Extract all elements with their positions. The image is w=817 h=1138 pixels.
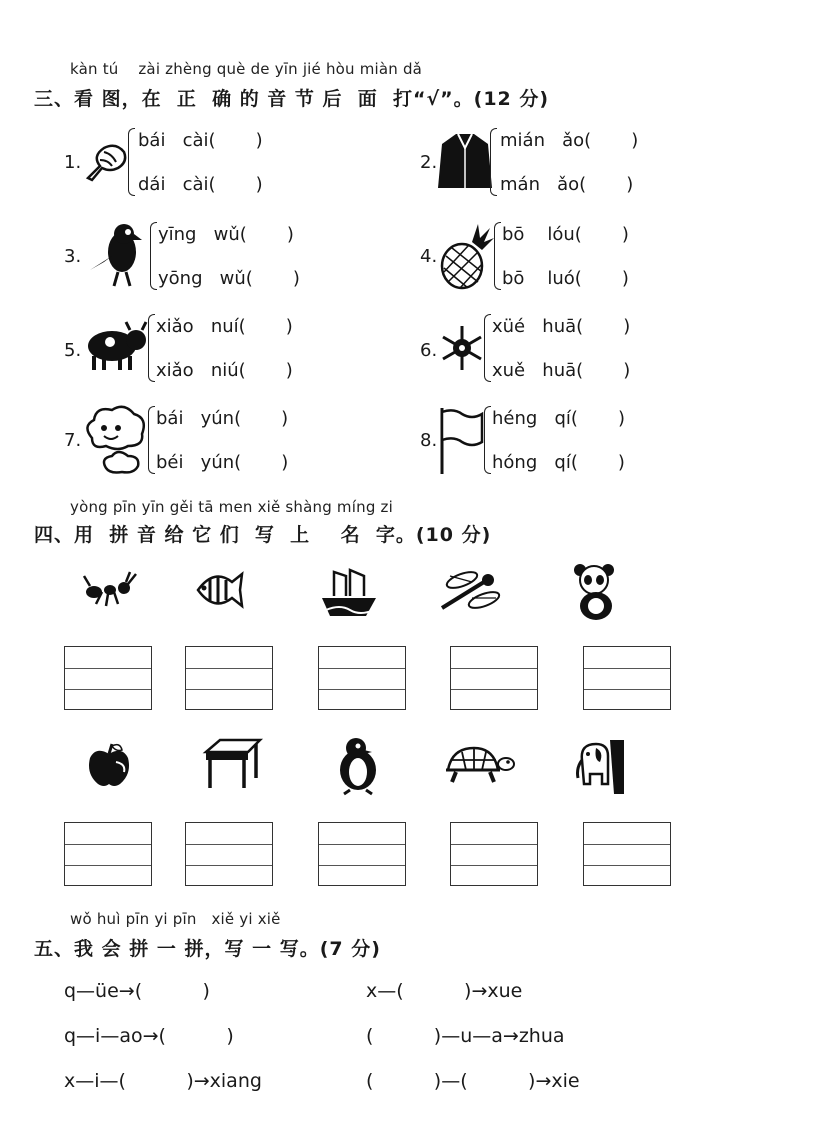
item-2-option-1[interactable]: mián ǎo( )	[500, 130, 639, 151]
answer-grid[interactable]	[185, 646, 273, 710]
item-3-brace	[150, 222, 157, 290]
answer-grid[interactable]	[64, 822, 152, 886]
item-6-number: 6.	[420, 340, 438, 361]
panda-icon	[572, 564, 620, 622]
spelling-exercise-6[interactable]: ( )—( )→xie	[366, 1070, 580, 1092]
item-2-option-2[interactable]: mán ǎo( )	[500, 174, 634, 195]
section3-heading: 三、看 图，在 正 确 的 音 节 后 面 打“√”。(12 分)	[34, 88, 550, 110]
item-6-option-1[interactable]: xüé huā( )	[492, 316, 631, 337]
cloud-icon	[82, 402, 148, 476]
item-8-option-1[interactable]: héng qí( )	[492, 408, 626, 429]
item-5-number: 5.	[64, 340, 82, 361]
item-7-option-1[interactable]: bái yún( )	[156, 408, 289, 429]
flag-icon	[438, 406, 484, 476]
answer-grid[interactable]	[583, 646, 671, 710]
item-4-number: 4.	[420, 246, 438, 267]
spelling-exercise-2[interactable]: x—( )→xue	[366, 980, 523, 1002]
item-3-number: 3.	[64, 246, 82, 267]
cabbage-icon	[82, 140, 130, 184]
item-1-number: 1.	[64, 152, 82, 173]
item-5-option-1[interactable]: xiǎo nuí( )	[156, 316, 293, 337]
cow-icon	[84, 322, 148, 372]
parrot-icon	[84, 222, 150, 288]
answer-grid[interactable]	[64, 646, 152, 710]
apple-icon	[86, 742, 132, 788]
item-5-option-2[interactable]: xiǎo niú( )	[156, 360, 293, 381]
jacket-icon	[438, 132, 492, 192]
item-3-option-2[interactable]: yōng wǔ( )	[158, 268, 300, 289]
dragonfly-icon	[440, 568, 506, 612]
item-4-brace	[494, 222, 501, 290]
item-1-brace	[128, 128, 135, 196]
spelling-exercise-4[interactable]: ( )—u—a→zhua	[366, 1025, 565, 1047]
item-6-brace	[484, 314, 491, 382]
snowflake-icon	[440, 326, 484, 370]
ship-icon	[320, 566, 378, 618]
item-4-option-1[interactable]: bō lóu( )	[502, 224, 629, 245]
item-2-brace	[490, 128, 497, 196]
spelling-exercise-3[interactable]: q—i—ao→( )	[64, 1025, 234, 1047]
section5-heading: 五、我 会 拼 一 拼，写 一 写。(7 分)	[34, 938, 381, 960]
section4-heading: 四、用 拼 音 给 它 们 写 上 名 字。(10 分)	[34, 524, 492, 546]
item-7-number: 7.	[64, 430, 82, 451]
pineapple-icon	[438, 222, 496, 292]
turtle-icon	[442, 742, 514, 786]
elephant-icon	[574, 738, 630, 796]
item-6-option-2[interactable]: xuě huā( )	[492, 360, 631, 381]
item-7-brace	[148, 406, 155, 474]
answer-grid[interactable]	[185, 822, 273, 886]
section3-pinyin: kàn tú zài zhèng què de yīn jié hòu miàn dǎ	[70, 60, 423, 78]
section4-pinyin: yòng pīn yīn gěi tā men xiě shàng míng zi	[70, 498, 393, 516]
section5-pinyin: wǒ huì pīn yi pīn xiě yi xiě	[70, 910, 281, 928]
ant-icon	[82, 570, 144, 610]
answer-grid[interactable]	[318, 822, 406, 886]
item-2-number: 2.	[420, 152, 438, 173]
answer-grid[interactable]	[583, 822, 671, 886]
item-5-brace	[148, 314, 155, 382]
spelling-exercise-1[interactable]: q—üe→( )	[64, 980, 210, 1002]
item-3-option-1[interactable]: yīng wǔ( )	[158, 224, 294, 245]
spelling-exercise-5[interactable]: x—i—( )→xiang	[64, 1070, 262, 1092]
fish-icon	[194, 568, 244, 614]
item-8-option-2[interactable]: hóng qí( )	[492, 452, 625, 473]
answer-grid[interactable]	[450, 646, 538, 710]
item-8-brace	[484, 406, 491, 474]
item-7-option-2[interactable]: béi yún( )	[156, 452, 289, 473]
answer-grid[interactable]	[450, 822, 538, 886]
desk-icon	[204, 738, 262, 790]
item-1-option-2[interactable]: dái cài( )	[138, 174, 263, 195]
item-8-number: 8.	[420, 430, 438, 451]
answer-grid[interactable]	[318, 646, 406, 710]
item-1-option-1[interactable]: bái cài( )	[138, 130, 263, 151]
penguin-icon	[334, 736, 386, 794]
item-4-option-2[interactable]: bō luó( )	[502, 268, 629, 289]
